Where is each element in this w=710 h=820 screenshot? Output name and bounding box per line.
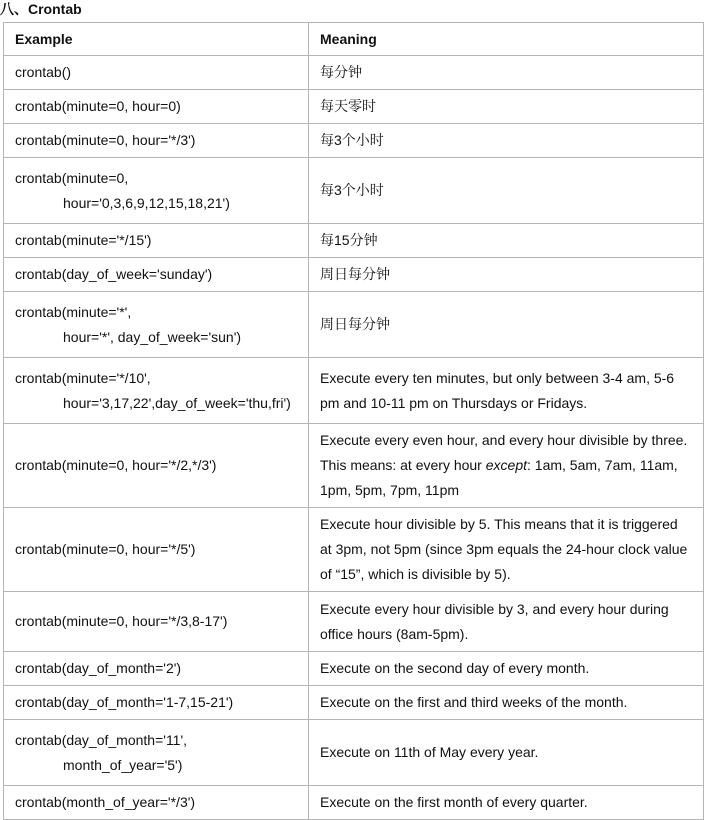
meaning-cell (309, 224, 704, 258)
meaning-cell (309, 158, 704, 224)
example-cell (4, 158, 309, 224)
table-row (4, 508, 704, 592)
example-code-line: crontab(day_of_month='11', (15, 731, 188, 748)
meaning-text: 每分钟 (320, 64, 362, 80)
meaning-text: Execute every hour divisible by 3, and every hour during office hours (8am-5pm). (320, 600, 673, 642)
example-code-line: crontab(minute=0, hour='*/3,8-17') (15, 613, 228, 629)
meaning-text: Execute on 11th of May every year. (320, 744, 539, 760)
meaning-text: 周日每分钟 (320, 316, 390, 332)
table-row (4, 56, 704, 90)
example-code-line: crontab(minute=0, hour=0) (15, 98, 181, 114)
example-cell (4, 720, 309, 786)
example-code-line: hour='0,3,6,9,12,15,18,21') (63, 194, 230, 211)
meaning-cell (309, 652, 704, 686)
table-body (4, 56, 704, 820)
column-header-meaning: Meaning (309, 23, 704, 56)
meaning-text: Execute on the first and third weeks of the month. (320, 694, 628, 710)
meaning-cell (309, 358, 704, 424)
example-cell (4, 124, 309, 158)
example-code-line: crontab(month_of_year='*/3') (15, 794, 196, 810)
meaning-cell (309, 592, 704, 652)
example-cell (4, 424, 309, 508)
example-cell (4, 592, 309, 652)
example-code-line: hour='3,17,22',day_of_week='thu,fri') (63, 394, 291, 411)
table-header-row (4, 23, 704, 56)
meaning-text: Execute every even hour, and every hour divisible by three. This means: at every hour (320, 432, 691, 473)
table-row (4, 686, 704, 720)
example-cell (4, 686, 309, 720)
example-cell (4, 258, 309, 292)
meaning-cell (309, 90, 704, 124)
meaning-text: Execute on the first month of every quarter. (320, 794, 588, 810)
example-code-line: crontab(minute='*/10', (15, 369, 151, 386)
meaning-cell (309, 720, 704, 786)
meaning-cell (309, 124, 704, 158)
meaning-cell (309, 686, 704, 720)
table-row (4, 90, 704, 124)
example-code-line: crontab(day_of_month='1-7,15-21') (15, 694, 234, 710)
table-row (4, 652, 704, 686)
meaning-text: 每3个小时 (320, 132, 384, 148)
example-cell (4, 358, 309, 424)
table-row (4, 258, 704, 292)
example-code-line: month_of_year='5') (63, 756, 183, 773)
table-row (4, 224, 704, 258)
example-cell (4, 786, 309, 820)
example-code-line: crontab(day_of_week='sunday') (15, 266, 213, 282)
table-row (4, 424, 704, 508)
meaning-cell (309, 508, 704, 592)
table-row (4, 124, 704, 158)
meaning-text: 每天零时 (320, 98, 376, 114)
example-cell (4, 508, 309, 592)
meaning-text: 每3个小时 (320, 182, 384, 198)
example-cell (4, 224, 309, 258)
example-code-line: crontab(minute=0, (15, 169, 129, 186)
meaning-cell (309, 424, 704, 508)
example-cell (4, 56, 309, 90)
example-code-line: crontab(minute=0, hour='*/3') (15, 132, 196, 148)
crontab-table (3, 22, 704, 820)
example-code-line: crontab(minute='*', (15, 303, 132, 320)
table-row (4, 358, 704, 424)
meaning-emphasis: except (485, 457, 527, 473)
meaning-cell (309, 56, 704, 90)
table-row (4, 720, 704, 786)
example-code-line: crontab(minute=0, hour='*/2,*/3') (15, 457, 217, 473)
table-row (4, 786, 704, 820)
example-code-line: hour='*', day_of_week='sun') (63, 328, 242, 345)
column-header-example: Example (4, 23, 309, 56)
meaning-cell (309, 292, 704, 358)
section-heading: 八、Crontab (0, 1, 82, 17)
meaning-text: 每15分钟 (320, 232, 378, 248)
example-code-line: crontab(day_of_month='2') (15, 660, 182, 676)
table-row (4, 158, 704, 224)
meaning-text: Execute hour divisible by 5. This means that it is triggered at 3pm, not 5pm (since 3pm equals the 24-hour clock value of “15”, which is divisible by 5). (320, 516, 692, 582)
example-cell (4, 90, 309, 124)
example-code-line: crontab(minute=0, hour='*/5') (15, 541, 196, 557)
meaning-cell (309, 258, 704, 292)
example-cell (4, 652, 309, 686)
table-row (4, 292, 704, 358)
meaning-text: Execute on the second day of every month. (320, 660, 590, 676)
example-code-line: crontab() (15, 64, 72, 80)
meaning-text: Execute every ten minutes, but only between 3-4 am, 5-6 pm and 10-11 pm on Thursdays or Fridays. (320, 369, 678, 411)
meaning-text: : 1am, 5am, 7am, 11am, 1pm, 5pm, 7pm, 11pm (320, 457, 682, 498)
example-code-line: crontab(minute='*/15') (15, 232, 152, 248)
example-cell (4, 292, 309, 358)
table-row (4, 592, 704, 652)
meaning-text: 周日每分钟 (320, 266, 390, 282)
meaning-cell (309, 786, 704, 820)
